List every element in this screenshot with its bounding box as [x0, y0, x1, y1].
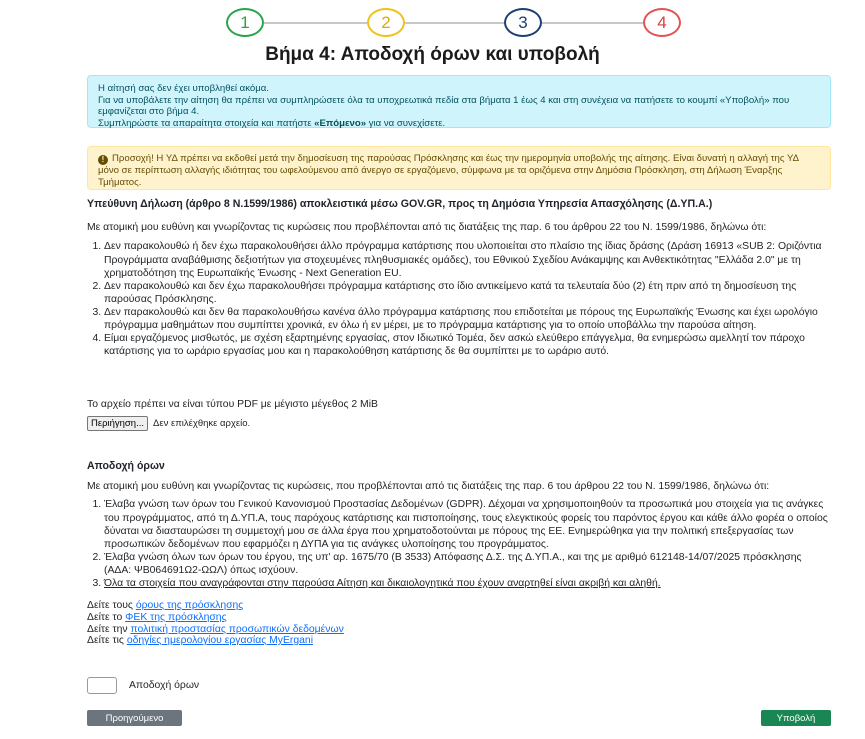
terms-link-row — [87, 624, 831, 636]
link-prefix: Δείτε την — [87, 623, 131, 635]
submit-button[interactable]: Υποβολή — [761, 710, 831, 726]
myergani-guide-link[interactable]: οδηγίες ημερολογίου εργασίας MyErgani — [126, 635, 313, 647]
accept-terms-checkbox[interactable] — [87, 677, 117, 694]
terms-item: 3. Όλα τα στοιχεία που αναγράφονται στην παρούσα Αίτηση και δικαιολογητικά που έχουν αναρτηθεί είναι ακριβή και αληθή. — [104, 577, 831, 590]
file-upload-section — [87, 398, 831, 431]
step-2[interactable]: 2 — [367, 8, 405, 37]
link-prefix: Δείτε τους — [87, 600, 136, 612]
terms-link-row — [87, 612, 831, 624]
info-line-3-suffix: για να συνεχίσετε. — [366, 117, 446, 129]
terms-section — [87, 460, 831, 647]
info-line-3 — [98, 118, 820, 130]
browse-button[interactable]: Περιήγηση... — [87, 416, 148, 431]
warning-alert — [87, 146, 831, 190]
terms-intro: Με ατομική μου ευθύνη και γνωρίζοντας τις κυρώσεις, που προβλέπονται από τις διατάξεις της παρ. 6 του άρθρου 22 του Ν. 1599/1986, δηλώνω ότι: — [87, 481, 770, 493]
declaration-item: 1. Δεν παρακολουθώ ή δεν έχω παρακολουθήσει άλλο πρόγραμμα κατάρτισης που υλοποιείται στο πλαίσιο της ίδιας δράσης (Δράση 16913 «SUB 2: Οριζόντια Προγράμματα αναβάθμισης δεξιοτήτων για στοχευμένες πληθυσμιακές ομάδες), του Εθνικού Σχεδίου Ανάκαμψης και Ανθεκτικότητας "Ελλάδα 2.0" με τη χρηματοδότηση της Ευρωπαϊκής Ένωσης - Next Generation EU. — [104, 240, 831, 279]
declaration-item: 3. Δεν παρακολουθώ και δεν θα παρακολουθήσω κανένα άλλο πρόγραμμα κατάρτισης που επιδοτείται με πόρους της Ευρωπαϊκής Ένωσης και έχει ωρολόγιο πρόγραμμα μαθημάτων που συμπίπτει χρονικά, εν όλω ή εν μέρει, με το πρόγραμμα κατάρτισης για το οποίο υποβάλλω την παρούσα αίτηση. — [104, 306, 831, 332]
step-3[interactable]: 3 — [504, 8, 542, 37]
exclamation-icon: ! — [98, 155, 108, 165]
privacy-policy-link[interactable]: πολιτική προστασίας προσωπικών δεδομένων — [130, 623, 344, 635]
info-line-1: Η αίτησή σας δεν έχει υποβληθεί ακόμα. — [98, 83, 269, 94]
step-connector — [542, 22, 643, 24]
info-line-3-bold: «Επόμενο» — [314, 117, 367, 129]
accept-terms-label[interactable]: Αποδοχή όρων — [129, 679, 200, 691]
terms-heading: Αποδοχή όρων — [87, 460, 165, 472]
call-terms-link[interactable]: όρους της πρόσκλησης — [135, 600, 244, 612]
fek-link[interactable]: ΦΕΚ της πρόσκλησης — [125, 611, 227, 623]
step-1[interactable]: 1 — [226, 8, 264, 37]
stepper — [0, 5, 865, 37]
terms-link-row — [87, 600, 831, 612]
declaration-item: 4. Είμαι εργαζόμενος μισθωτός, με σχέση εξαρτημένης εργασίας, στον Ιδιωτικό Τομέα, δεν ασκώ ελεύθερο επάγγελμα, θα ενημερώσω αμελλητί τον πάροχο κατάρτισης για το ωράριο εργασίας μου και η παρακολούθηση κατάρτισης δε θα συμπίπτει με το ωράριο αυτό. — [104, 332, 831, 358]
terms-links — [87, 600, 831, 647]
terms-list — [87, 498, 831, 590]
declaration-list — [87, 240, 831, 358]
step-connector — [405, 22, 504, 24]
page-title: Βήμα 4: Αποδοχή όρων και υποβολή — [265, 44, 600, 65]
declaration-section — [87, 198, 831, 358]
terms-item: 2. Έλαβα γνώση όλων των όρων του έργου, της υπ' αρ. 1675/70 (Β 3533) Απόφασης Δ.Σ. της Δ.ΥΠ.Α., και της με αριθμό 612148-14/07/2025 πρόσκλησης (ΑΔΑ: ΨΒ064691Ω2-ΩΩΛ) όπως ισχύουν. — [104, 551, 831, 577]
step-connector — [264, 22, 367, 24]
declaration-heading: Υπεύθυνη Δήλωση (άρθρο 8 Ν.1599/1986) αποκλειστικά μέσω GOV.GR, προς τη Δημόσια Υπηρεσία Απασχόλησης (Δ.ΥΠ.Α.) — [87, 198, 713, 210]
info-line-2: Για να υποβάλετε την αίτηση θα πρέπει να συμπληρώσετε όλα τα υποχρεωτικά πεδία στα βήματα 1 έως 4 και στη συνέχεια να πατήσετε το κουμπί «Υποβολή» που εμφανίζεται στο βήμα 4. — [98, 94, 790, 117]
accept-terms-row — [87, 677, 199, 694]
warning-text: Προσοχή! Η ΥΔ πρέπει να εκδοθεί μετά την δημοσίευση της παρούσας Πρόσκλησης και έως την ημερομηνία υποβολής της αίτησης. Είναι δυνατή η αλλαγή της ΥΔ μόνο σε περίπτωση αλλαγής ιδιότητας του ωφελούμενου από άνεργο σε εργαζόμενο, σύμφωνα με τα οριζόμενα στην Δημόσια Πρόσκληση, στη Δήλωση Έναρξης Τμήματος. — [98, 153, 799, 188]
info-line-3-prefix: Συμπληρώστε τα απαραίτητα στοιχεία και πατήστε — [98, 117, 315, 129]
file-status: Δεν επιλέχθηκε αρχείο. — [153, 417, 251, 429]
step-4[interactable]: 4 — [643, 8, 681, 37]
link-prefix: Δείτε τις — [87, 635, 127, 647]
previous-button[interactable]: Προηγούμενο — [87, 710, 182, 726]
terms-item: 1. Έλαβα γνώση των όρων του Γενικού Κανονισμού Προστασίας Δεδομένων (GDPR). Δέχομαι να χρησιμοποιηθούν τα προσωπικά μου στοιχεία για τις ανάγκες του προγράμματος, από τη Δ.ΥΠ.Α, τους παρόχους κατάρτισης και πιστοποίησης, τους ελεγκτικούς φορείς του παρόντος έργου και κάθε άλλο φορέα ο οποίος δύναται να διασταυρώσει τη συμμετοχή μου σε άλλα έργα που χρηματοδοτούνται με πόρους της ΕΕ. Ενημερώθηκα για την πολιτική επεξεργασίας των προσωπικών δεδομένων που εφαρμόζει η ΔΥΠΑ για τις ανάγκες υλοποίησης του προγράμματος. — [104, 498, 831, 550]
file-input — [87, 416, 831, 431]
link-prefix: Δείτε το — [87, 611, 126, 623]
terms-link-row — [87, 635, 831, 647]
declaration-item: 2. Δεν παρακολουθώ και δεν έχω παρακολουθήσει πρόγραμμα κατάρτισης στο ίδιο αντικείμενο κατά τα τελευταία δύο (2) έτη πριν από τη δημοσίευση της παρούσας Πρόσκλησης. — [104, 280, 831, 306]
info-alert — [87, 75, 831, 128]
declaration-intro: Με ατομική μου ευθύνη και γνωρίζοντας τις κυρώσεις που προβλέπονται από τις διατάξεις της παρ. 6 του άρθρου 22 του Ν. 1599/1986, δηλώνω ότι: — [87, 222, 767, 234]
file-note: Το αρχείο πρέπει να είναι τύπου PDF με μέγιστο μέγεθος 2 MiB — [87, 399, 378, 410]
